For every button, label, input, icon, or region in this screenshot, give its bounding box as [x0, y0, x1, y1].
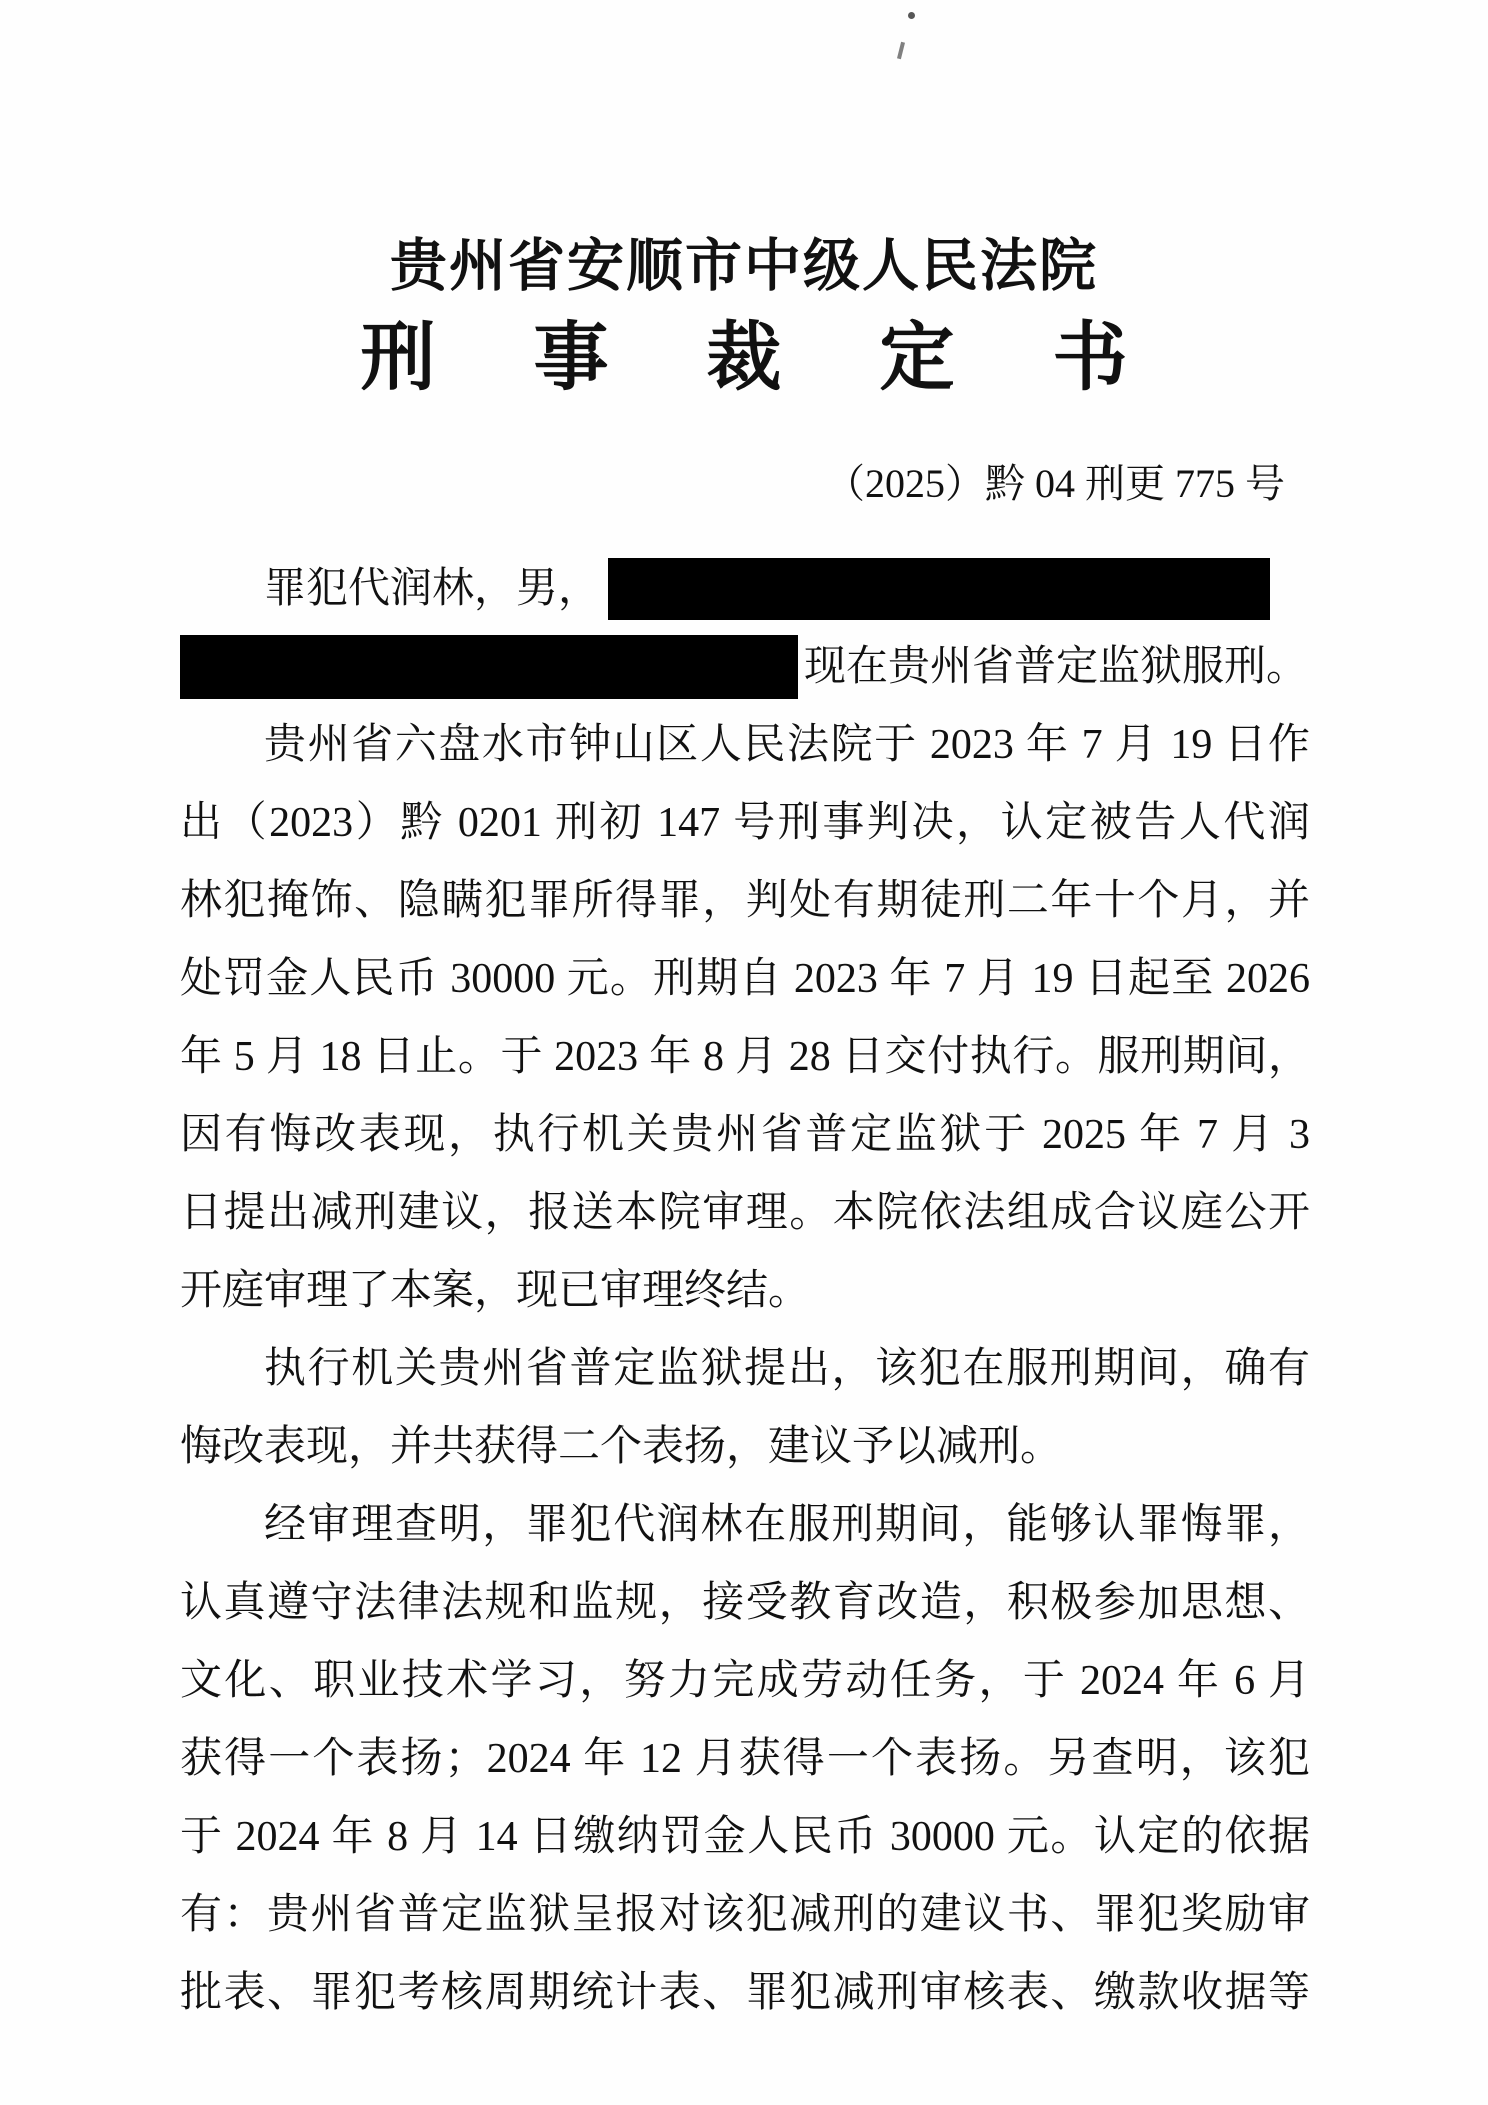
court-name: 贵州省安顺市中级人民法院	[390, 235, 1098, 298]
text-line: 因有悔改表现，执行机关贵州省普定监狱于 2025 年 7 月 3	[180, 1112, 1310, 1158]
paragraph-prison-proposal	[180, 1330, 1310, 1486]
line-text: 现在贵州省普定监狱服刑。	[804, 644, 1309, 690]
scan-artifact-dot	[908, 12, 915, 19]
document-type-char: 裁	[706, 317, 782, 400]
case-number: （2025）黔 04 刑更 775 号	[825, 461, 1285, 506]
document-type-char: 书	[1052, 317, 1128, 400]
paragraph-judgment-history	[180, 706, 1310, 1330]
text-line: 于 2024 年 8 月 14 日缴纳罚金人民币 30000 元。认定的依据	[180, 1814, 1310, 1860]
text-line	[180, 628, 1310, 706]
document-type-char: 定	[879, 317, 955, 400]
text-line: 经审理查明，罪犯代润林在服刑期间，能够认罪悔罪，	[264, 1502, 1310, 1548]
text-line: 执行机关贵州省普定监狱提出，该犯在服刑期间，确有	[264, 1346, 1310, 1392]
text-line: 批表、罪犯考核周期统计表、罪犯减刑审核表、缴款收据等	[180, 1970, 1310, 2016]
text-line: 林犯掩饰、隐瞒犯罪所得罪，判处有期徒刑二年十个月，并	[180, 878, 1310, 924]
line-text: 罪犯代润林，男，	[264, 566, 601, 612]
redaction-bar-2	[180, 635, 798, 699]
text-line: 日提出减刑建议，报送本院审理。本院依法组成合议庭公开	[180, 1190, 1310, 1236]
scan-artifact-tick	[897, 42, 905, 59]
text-line: 年 5 月 18 日止。于 2023 年 8 月 28 日交付执行。服刑期间，	[180, 1034, 1310, 1080]
text-line: 获得一个表扬；2024 年 12 月获得一个表扬。另查明，该犯	[180, 1736, 1310, 1782]
text-line: 认真遵守法律法规和监规，接受教育改造，积极参加思想、	[180, 1580, 1310, 1626]
document-type-title	[0, 317, 1488, 400]
text-line: 贵州省六盘水市钟山区人民法院于 2023 年 7 月 19 日作	[264, 722, 1310, 768]
paragraph-court-findings	[180, 1486, 1310, 2032]
document-body	[180, 550, 1310, 2032]
paragraph-identity	[180, 550, 1310, 706]
document-type-char: 刑	[360, 317, 436, 400]
text-line: 开庭审理了本案，现已审理终结。	[180, 1268, 811, 1314]
text-line: 文化、职业技术学习，努力完成劳动任务，于 2024 年 6 月	[180, 1658, 1310, 1704]
text-line: 出（2023）黔 0201 刑初 147 号刑事判决，认定被告人代润	[180, 800, 1310, 846]
redaction-bar-1	[608, 558, 1270, 620]
text-line: 悔改表现，并共获得二个表扬，建议予以减刑。	[180, 1424, 1063, 1470]
text-line	[180, 550, 1310, 628]
text-line: 有：贵州省普定监狱呈报对该犯减刑的建议书、罪犯奖励审	[180, 1892, 1310, 1938]
text-line: 处罚金人民币 30000 元。刑期自 2023 年 7 月 19 日起至 2026	[180, 956, 1310, 1002]
document-type-char: 事	[533, 317, 609, 400]
